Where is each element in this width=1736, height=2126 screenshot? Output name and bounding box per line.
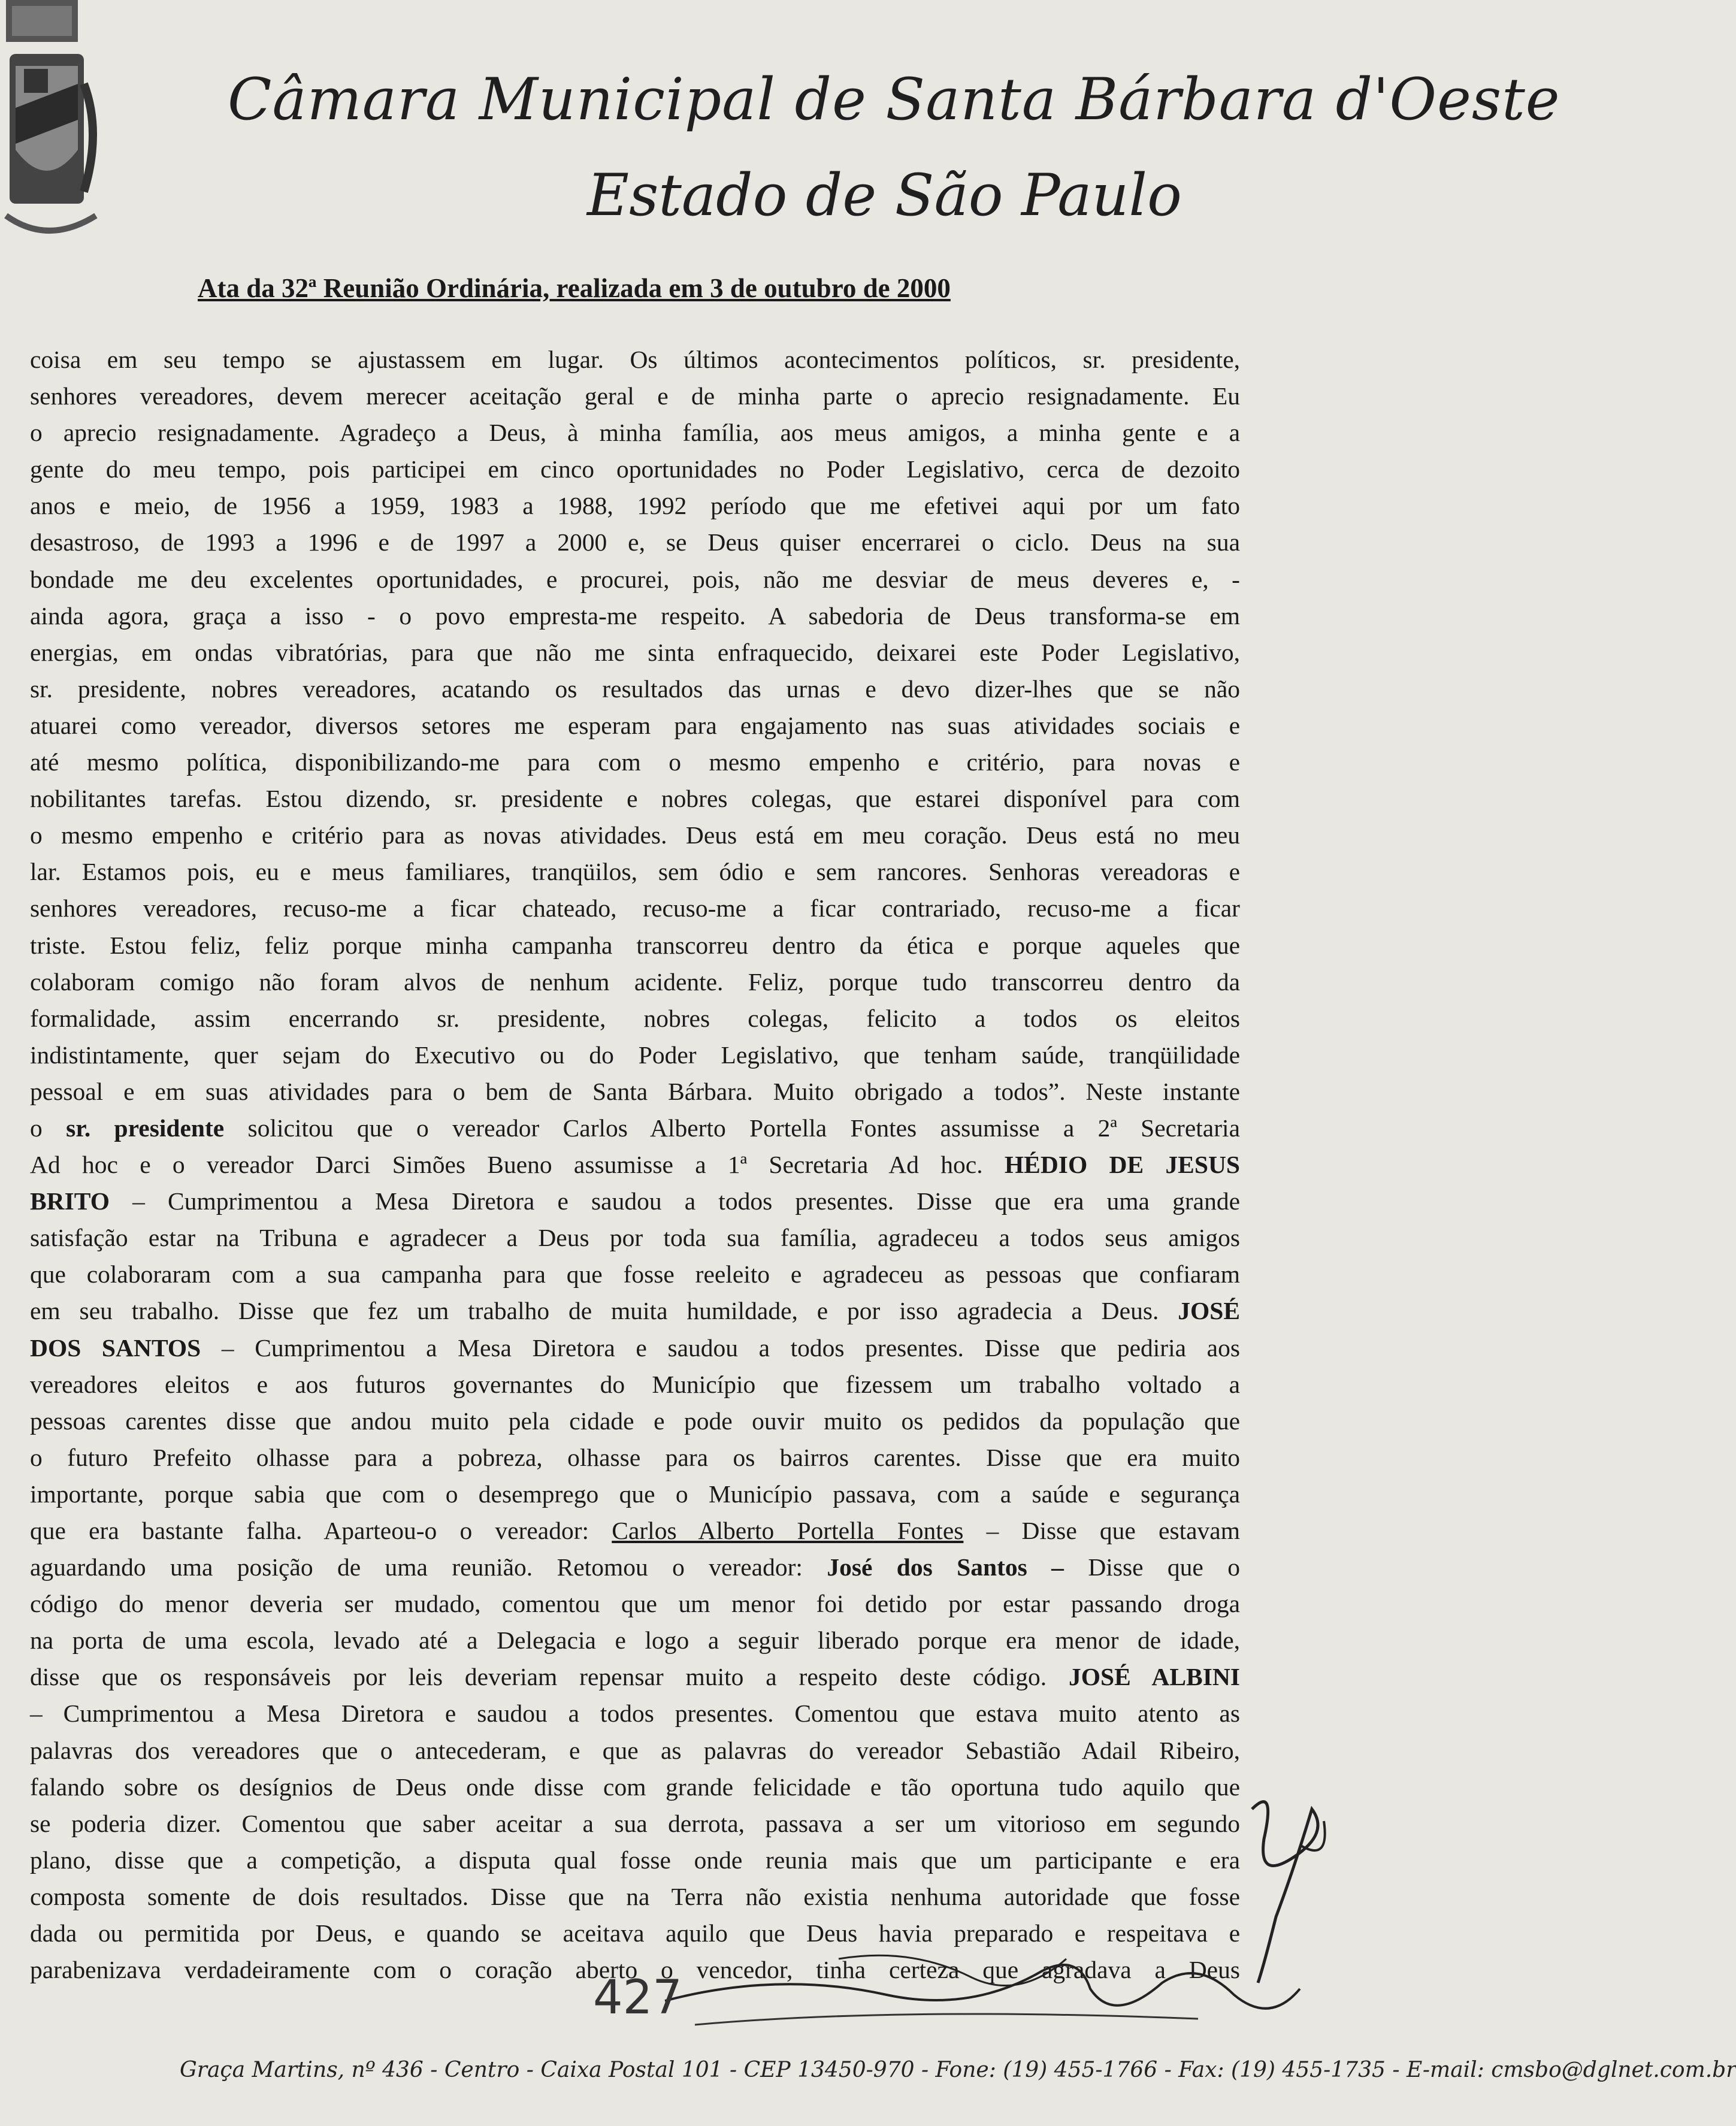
municipal-crest-icon <box>6 0 102 252</box>
page-title: Ata da 32ª Reunião Ordinária, realizada em 3 de outubro de 2000 <box>198 273 951 303</box>
text-line: o mesmo empenho e critério para as novas atividades. Deus está em meu coração. Deus está no meu <box>30 821 1240 849</box>
header-chamber-name: Câmara Municipal de Santa Bárbara d'Oeste <box>228 66 1560 133</box>
speaker-name: HÉDIO DE JESUS <box>1004 1151 1240 1179</box>
text-segment: – Cumprimentou a Mesa Diretora e saudou a todos presentes. Disse que era uma grande <box>110 1187 1240 1215</box>
text-line <box>30 1183 1240 1220</box>
text-line: palavras dos vereadores que o antecederam, e que as palavras do vereador Sebastião Adail Ribeiro, <box>30 1736 1240 1764</box>
text-line <box>30 1293 1240 1329</box>
text-line: anos e meio, de 1956 a 1959, 1983 a 1988, 1992 período que me efetivei aqui por um fato <box>30 492 1240 520</box>
minutes-text <box>30 341 1240 1988</box>
text-line: coisa em seu tempo se ajustassem em lugar. Os últimos acontecimentos políticos, sr. presidente, <box>30 346 1240 373</box>
text-segment: Ad hoc e o vereador Darci Simões Bueno assumisse a 1ª Secretaria Ad hoc. <box>30 1151 1005 1179</box>
text-line: triste. Estou feliz, feliz porque minha campanha transcorreu dentro da ética e porque aqueles que <box>30 931 1240 959</box>
text-line: se poderia dizer. Comentou que saber aceitar a sua derrota, passava a ser um vitorioso em segundo <box>30 1809 1240 1837</box>
speaker-name: sr. presidente <box>66 1114 225 1142</box>
text-segment: solicitou que o vereador Carlos Alberto Portella Fontes assumisse a 2ª Secretaria <box>224 1114 1240 1142</box>
text-line: pessoas carentes disse que andou muito pela cidade e pode ouvir muito os pedidos da população que <box>30 1407 1240 1435</box>
text-line: senhores vereadores, recuso-me a ficar chateado, recuso-me a ficar contrariado, recuso-me a ficar <box>30 894 1240 923</box>
text-segment: Disse que o <box>1063 1553 1240 1581</box>
speaker-name: DOS SANTOS <box>30 1333 201 1362</box>
text-line: – Cumprimentou a Mesa Diretora e saudou a todos presentes. Comentou que estava muito atento as <box>30 1699 1240 1728</box>
text-line: desastroso, de 1993 a 1996 e de 1997 a 2000 e, se Deus quiser encerrarei o ciclo. Deus na sua <box>30 528 1240 557</box>
text-line: composta somente de dois resultados. Disse que na Terra não existia nenhuma autoridade que fosse <box>30 1882 1240 1910</box>
text-line: até mesmo política, disponibilizando-me para com o mesmo empenho e critério, para novas e <box>30 748 1240 776</box>
text-line: parabenizava verdadeiramente com o coração aberto o vencedor, tinha certeza que agradava a Deus <box>30 1956 1240 1984</box>
text-line <box>30 1659 1240 1695</box>
speaker-name: Carlos Alberto Portella Fontes <box>612 1517 964 1544</box>
text-line <box>30 1147 1240 1183</box>
text-line: pessoal e em suas atividades para o bem de Santa Bárbara. Muito obrigado a todos”. Neste instante <box>30 1077 1240 1105</box>
text-line: gente do meu tempo, pois participei em cinco oportunidades no Poder Legislativo, cerca de dezoito <box>30 455 1240 483</box>
text-line: satisfação estar na Tribuna e agradecer a Deus por toda sua família, agradeceu a todos seus amigos <box>30 1224 1240 1252</box>
text-line: na porta de uma escola, levado até a Delegacia e logo a seguir liberado porque era menor de idade, <box>30 1626 1240 1655</box>
page-number: 427 <box>593 1971 682 2025</box>
text-segment: disse que os responsáveis por leis deveriam repensar muito a respeito deste código. <box>30 1663 1069 1691</box>
text-line: ainda agora, graça a isso - o povo empresta-me respeito. A sabedoria de Deus transforma-se em <box>30 601 1240 630</box>
handwritten-signature-icon <box>659 1935 1306 2043</box>
text-line <box>30 1513 1240 1549</box>
text-segment: – Cumprimentou a Mesa Diretora e saudou a todos presentes. Disse que pediria aos <box>201 1333 1240 1362</box>
text-line: sr. presidente, nobres vereadores, acatando os resultados das urnas e devo dizer-lhes que se não <box>30 675 1240 703</box>
text-line: formalidade, assim encerrando sr. presidente, nobres colegas, felicito a todos os eleitos <box>30 1004 1240 1032</box>
text-line: o futuro Prefeito olhasse para a pobreza, olhasse para os bairros carentes. Disse que era muito <box>30 1443 1240 1471</box>
footer-address: Graça Martins, nº 436 - Centro - Caixa Postal 101 - CEP 13450-970 - Fone: (19) 455-1766 - Fax: (19) 455-1735 - E-mail: cmsbo@dglnet.com.br <box>180 2058 1736 2082</box>
text-line: falando sobre os desígnios de Deus onde disse com grande felicidade e tão oportuna tudo aquilo que <box>30 1773 1240 1801</box>
text-line: plano, disse que a competição, a disputa qual fosse onde reunia mais que um participante e era <box>30 1846 1240 1874</box>
text-line: vereadores eleitos e aos futuros governantes do Município que fizessem um trabalho voltado a <box>30 1370 1240 1398</box>
speaker-name: JOSÉ <box>1178 1297 1240 1325</box>
text-segment: em seu trabalho. Disse que fez um trabalho de muita humildade, e por isso agradecia a Deus. <box>30 1297 1178 1325</box>
text-line <box>30 1549 1240 1586</box>
text-line: indistintamente, quer sejam do Executivo ou do Poder Legislativo, que tenham saúde, tranqüilidade <box>30 1041 1240 1069</box>
text-line: senhores vereadores, devem merecer aceitação geral e de minha parte o aprecio resignadamente. Eu <box>30 382 1240 410</box>
text-line: importante, porque sabia que com o desemprego que o Município passava, com a saúde e segurança <box>30 1480 1240 1508</box>
text-line: código do menor deveria ser mudado, comentou que um menor foi detido por estar passando droga <box>30 1590 1240 1618</box>
speaker-name: JOSÉ ALBINI <box>1069 1663 1240 1691</box>
text-line: energias, em ondas vibratórias, para que não me sinta enfraquecido, deixarei este Poder Legislativo, <box>30 638 1240 666</box>
text-segment: aguardando uma posição de uma reunião. Retomou o vereador: <box>30 1553 827 1581</box>
header-state-name: Estado de São Paulo <box>587 162 1182 229</box>
text-line: atuarei como vereador, diversos setores me esperam para engajamento nas suas atividades sociais e <box>30 711 1240 739</box>
text-segment: que era bastante falha. Aparteou-o o vereador: <box>30 1517 612 1544</box>
text-line <box>30 1330 1240 1366</box>
text-line: o aprecio resignadamente. Agradeço a Deus, à minha família, aos meus amigos, a minha gente e a <box>30 419 1240 447</box>
text-line: lar. Estamos pois, eu e meus familiares, tranqüilos, sem ódio e sem rancores. Senhoras vereadoras e <box>30 858 1240 886</box>
speaker-name: José dos Santos – <box>827 1553 1064 1581</box>
text-line: nobilitantes tarefas. Estou dizendo, sr. presidente e nobres colegas, que estarei disponível para com <box>30 785 1240 813</box>
text-line: dada ou permitida por Deus, e quando se aceitava aquilo que Deus havia preparado e respeitava e <box>30 1919 1240 1947</box>
text-line: que colaboraram com a sua campanha para que fosse reeleito e agradeceu as pessoas que confiaram <box>30 1260 1240 1289</box>
text-line: bondade me deu excelentes oportunidades, e procurei, pois, não me desviar de meus deveres e, - <box>30 565 1240 593</box>
text-segment: o <box>30 1114 66 1142</box>
text-line <box>30 1110 1240 1147</box>
text-segment: – Disse que estavam <box>963 1517 1240 1544</box>
speaker-name: BRITO <box>30 1187 110 1215</box>
text-line: colaboram comigo não foram alvos de nenhum acidente. Feliz, porque tudo transcorreu dentro da <box>30 967 1240 996</box>
